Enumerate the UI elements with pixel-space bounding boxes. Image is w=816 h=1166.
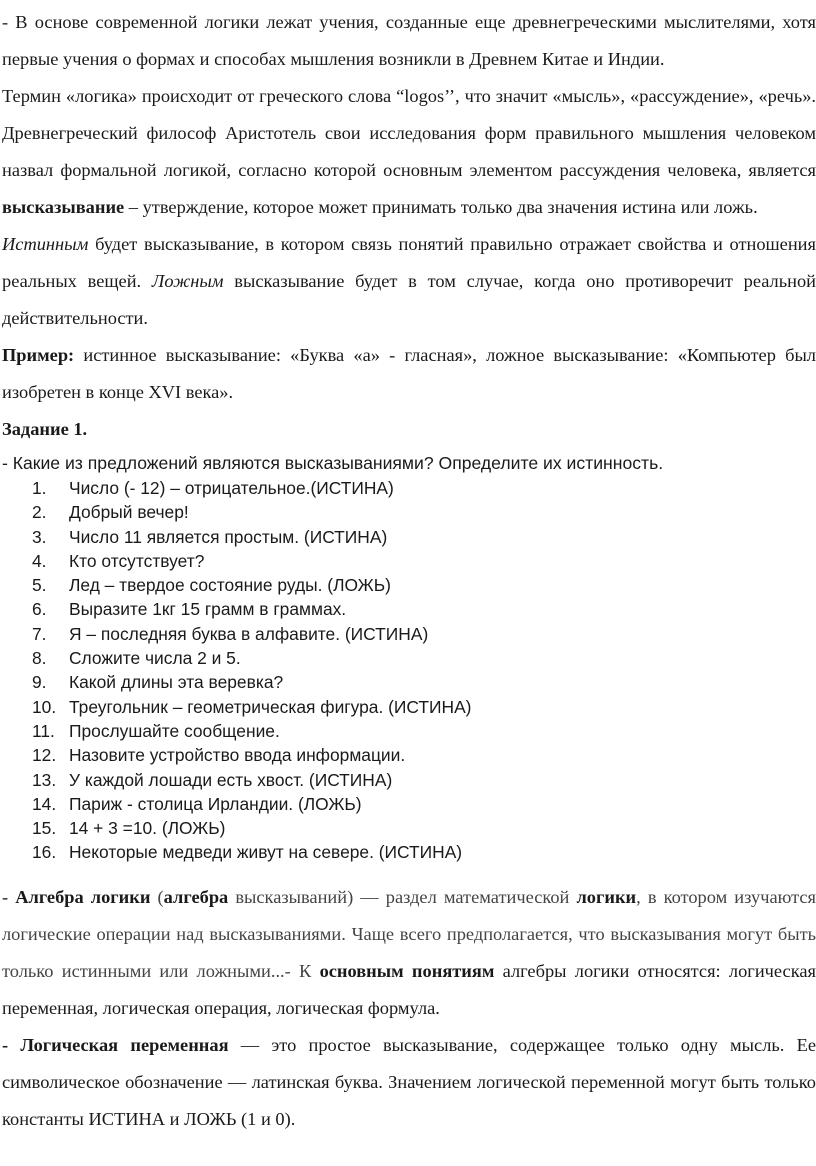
list-item-number: 2. xyxy=(32,502,47,523)
list-item xyxy=(2,646,816,670)
list-item-text: Число (- 12) – отрицательное.(ИСТИНА) xyxy=(69,478,394,498)
list-item xyxy=(2,573,816,597)
p3-text-a: будет высказывание, в котором связь понятий правильно отражает свойства и отношения реальных вещей. xyxy=(2,234,816,291)
intro-paragraph-2 xyxy=(2,78,816,226)
list-item-text: Сложите числа 2 и 5. xyxy=(69,648,241,669)
list-item-text: Кто отсутствует? xyxy=(69,550,205,571)
list-item xyxy=(2,840,816,864)
list-item-text: Париж - столица Ирландии. (ЛОЖЬ) xyxy=(69,793,362,814)
list-item-number: 15. xyxy=(32,818,57,839)
task-list xyxy=(2,476,816,865)
list-item-text: 14 + 3 =10. (ЛОЖЬ) xyxy=(69,818,226,839)
term-true: Истинным xyxy=(2,234,89,254)
list-item xyxy=(2,768,816,792)
list-item xyxy=(2,670,816,694)
algebra-text-3: , в котором изучаются логические операции над высказываниями. Чаще всего предполагается, что высказывания могут быть только истинными или ложными...- К xyxy=(2,886,816,981)
list-item-number: 10. xyxy=(32,696,57,717)
task-question: - Какие из предложений являются высказываниями? Определите их истинность. xyxy=(2,453,664,473)
algebra-text-4: алгебры логики относятся: логическая переменная, логическая операция, логическая формула. xyxy=(2,960,816,1018)
list-item-number: 4. xyxy=(32,550,47,571)
list-item-number: 1. xyxy=(32,478,47,498)
term-statement: высказывание xyxy=(2,197,125,217)
list-item-text: Назовите устройство ввода информации. xyxy=(69,745,406,766)
algebra-text-1: ( xyxy=(150,886,164,907)
list-item xyxy=(2,816,816,840)
intro-paragraph-1: - В основе современной логики лежат учения, созданные еще древнегреческими мыслителями, хотя первые учения о формах и способах мышления возникли в Древнем Китае и Индии. xyxy=(2,12,816,69)
list-item xyxy=(2,719,816,743)
list-item xyxy=(2,549,816,573)
example-label: Пример: xyxy=(2,345,75,365)
list-item xyxy=(2,792,816,816)
list-item xyxy=(2,476,816,500)
list-item-number: 16. xyxy=(32,842,57,863)
intro-paragraph-3 xyxy=(2,226,816,337)
term-algebra: алгебра xyxy=(163,886,229,907)
p2-text-b: – утверждение, которое может принимать только два значения истина или ложь. xyxy=(124,197,758,217)
list-item xyxy=(2,525,816,549)
list-item-text: Некоторые медведи живут на севере. (ИСТИНА) xyxy=(69,842,463,863)
list-item xyxy=(2,622,816,646)
algebra-paragraph xyxy=(2,879,816,1027)
list-item-number: 8. xyxy=(32,648,47,669)
list-item-number: 13. xyxy=(32,769,57,790)
list-item-text: У каждой лошади есть хвост. (ИСТИНА) xyxy=(69,769,393,790)
p2-text-a: Термин «логика» происходит от греческого слова “logos’’, что значит «мысль», «рассуждение», «речь». Древнегреческий философ Аристотель свои исследования форм правильного мышления человеком назвал формальной логикой, согласно которой основным элементом рассуждения человека, является xyxy=(2,86,816,180)
example-paragraph xyxy=(2,337,816,411)
list-item xyxy=(2,743,816,767)
example-text: истинное высказывание: «Буква «а» - гласная», ложное высказывание: «Компьютер был изобретен в конце XVI века». xyxy=(2,345,816,402)
term-basic-concepts: основным понятиям xyxy=(319,960,495,981)
list-item xyxy=(2,500,816,524)
term-logical-variable: - Логическая переменная xyxy=(2,1034,229,1055)
term-false: Ложным xyxy=(151,271,224,291)
list-item-number: 11. xyxy=(32,720,55,741)
p3-text-b: высказывание будет в том случае, когда оно противоречит реальной действительности. xyxy=(2,271,816,328)
variable-paragraph xyxy=(2,1027,816,1138)
task-title-text: Задание 1. xyxy=(2,419,88,439)
list-item-number: 6. xyxy=(32,599,47,620)
list-item-text: Число 11 является простым. (ИСТИНА) xyxy=(69,526,388,547)
term-logic: логики xyxy=(576,886,637,907)
list-item-text: Какой длины эта веревка? xyxy=(69,672,284,693)
list-item xyxy=(2,597,816,621)
list-item-text: Треугольник – геометрическая фигура. (ИСТИНА) xyxy=(69,696,472,717)
algebra-dash: - xyxy=(2,886,16,907)
list-item-text: Я – последняя буква в алфавите. (ИСТИНА) xyxy=(69,623,429,644)
list-item-number: 9. xyxy=(32,672,47,693)
list-item-text: Лед – твердое состояние руды. (ЛОЖЬ) xyxy=(69,575,391,596)
list-item xyxy=(2,695,816,719)
list-item-number: 7. xyxy=(32,623,47,644)
list-item-text: Прослушайте сообщение. xyxy=(69,720,280,741)
list-item-number: 5. xyxy=(32,575,47,596)
list-item-number: 3. xyxy=(32,526,47,547)
term-algebra-of-logic: Алгебра логики xyxy=(15,886,151,907)
algebra-text-2: высказываний) — раздел математической xyxy=(228,886,577,907)
list-item-number: 12. xyxy=(32,745,57,766)
list-item-number: 14. xyxy=(32,793,57,814)
task-title xyxy=(2,411,816,448)
variable-text: — это простое высказывание, содержащее только одну мысль. Ее символическое обозначение — латинская буква. Значением логической переменной могут быть только константы ИСТИНА и ЛОЖЬ (1 и 0). xyxy=(2,1034,816,1129)
list-item-text: Выразите 1кг 15 грамм в граммах. xyxy=(69,599,347,620)
list-item-text: Добрый вечер! xyxy=(69,502,189,523)
